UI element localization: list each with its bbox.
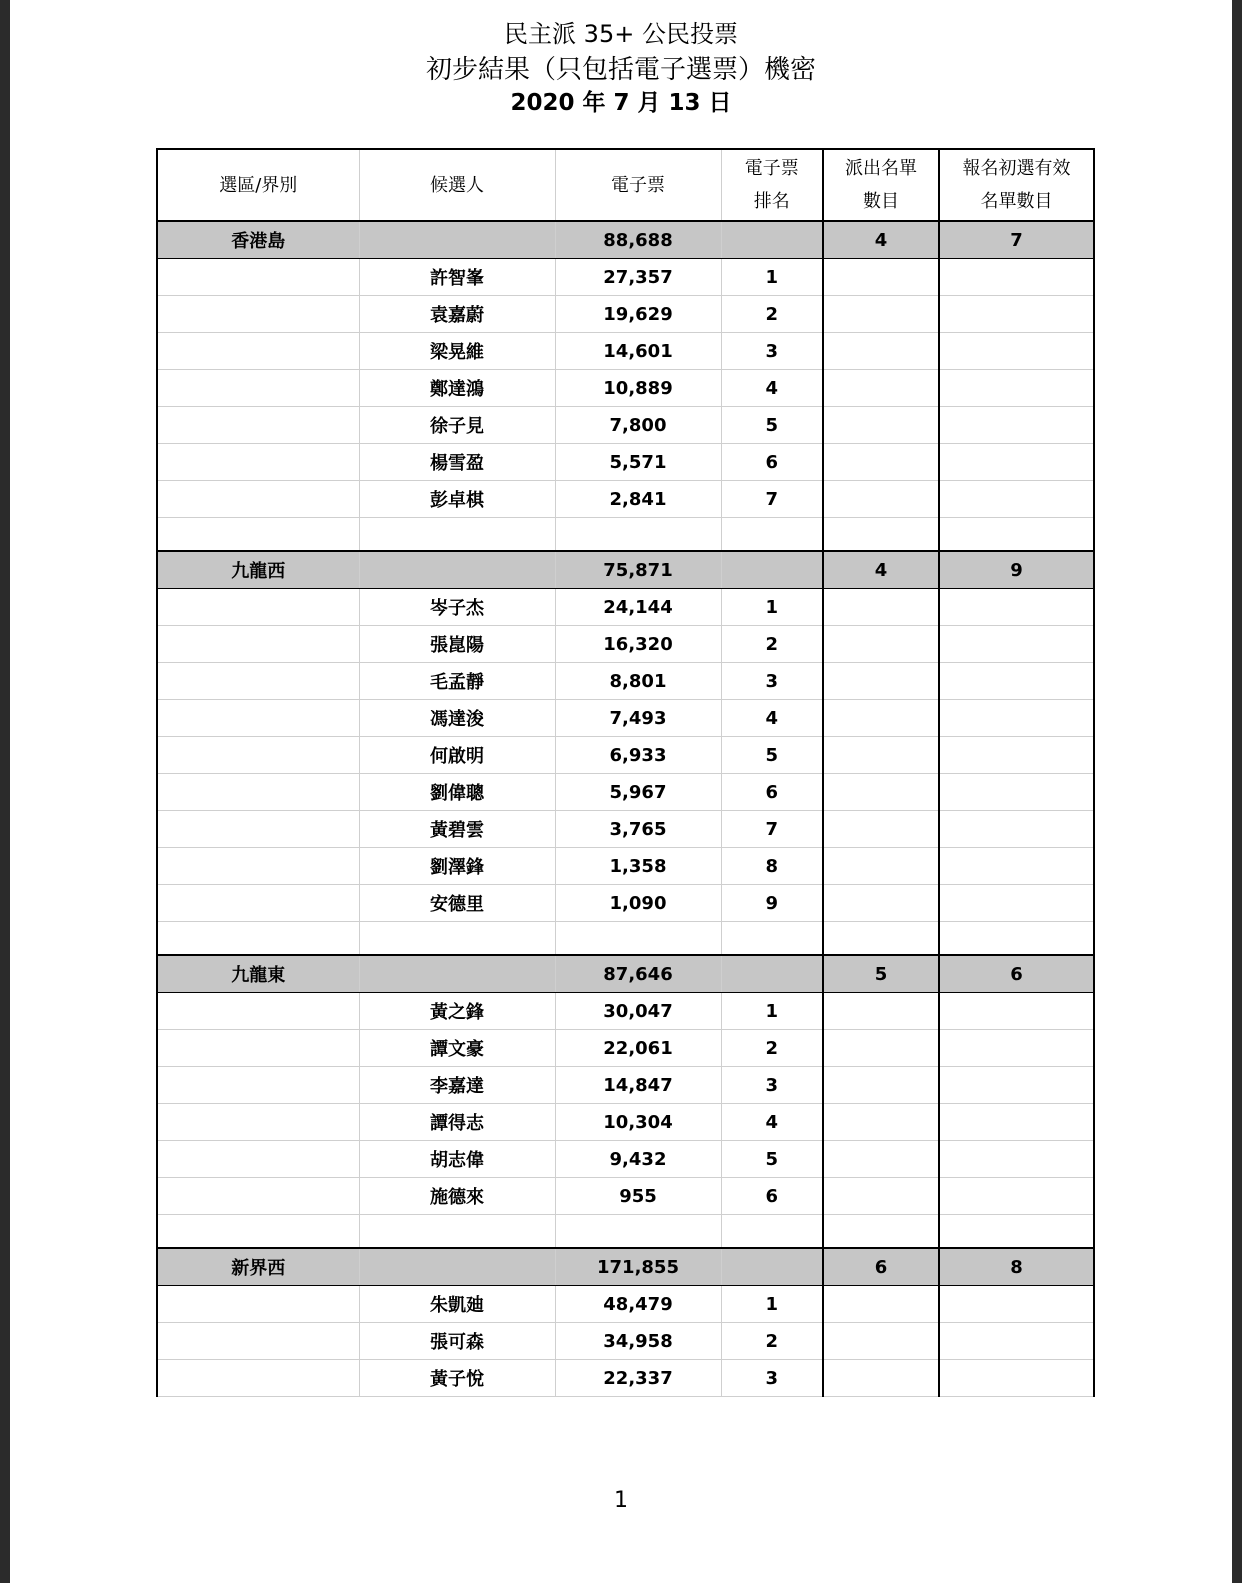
lists-cell	[823, 993, 939, 1030]
candidate-votes: 19,629	[555, 296, 721, 333]
spacer-cell	[359, 1215, 555, 1249]
candidate-name: 劉偉聰	[359, 774, 555, 811]
region-valid-count: 8	[939, 1248, 1094, 1286]
candidate-name: 安德里	[359, 885, 555, 922]
spacer-cell	[721, 1215, 823, 1249]
candidate-row	[157, 993, 1094, 1030]
candidate-name: 許智峯	[359, 259, 555, 296]
title-line-2: 初步結果（只包括電子選票）機密	[425, 55, 816, 85]
candidate-votes: 10,304	[555, 1104, 721, 1141]
spacer-cell	[555, 518, 721, 552]
valid-cell	[939, 1360, 1094, 1397]
header-lists-line2: 數目	[863, 191, 899, 212]
candidate-rank: 3	[721, 1067, 823, 1104]
candidate-votes: 16,320	[555, 626, 721, 663]
candidate-name: 楊雪盈	[359, 444, 555, 481]
district-cell	[157, 1030, 359, 1067]
valid-cell	[939, 1067, 1094, 1104]
candidate-votes: 7,800	[555, 407, 721, 444]
spacer-cell	[157, 1215, 359, 1249]
candidate-row	[157, 774, 1094, 811]
region-candidate-cell	[359, 955, 555, 993]
header-valid-line1: 報名初選有效	[962, 158, 1071, 179]
region-valid-count: 7	[939, 221, 1094, 259]
valid-cell	[939, 774, 1094, 811]
candidate-rank: 1	[721, 1286, 823, 1323]
valid-cell	[939, 848, 1094, 885]
document-page	[10, 0, 1232, 1583]
candidate-rank: 3	[721, 663, 823, 700]
candidate-row	[157, 444, 1094, 481]
district-cell	[157, 1286, 359, 1323]
district-cell	[157, 1141, 359, 1178]
candidate-name: 胡志偉	[359, 1141, 555, 1178]
candidate-name: 譚文豪	[359, 1030, 555, 1067]
page-number: 1	[614, 1488, 628, 1513]
candidate-votes: 8,801	[555, 663, 721, 700]
candidate-votes: 6,933	[555, 737, 721, 774]
valid-cell	[939, 700, 1094, 737]
candidate-rank: 5	[721, 407, 823, 444]
district-cell	[157, 481, 359, 518]
district-cell	[157, 1360, 359, 1397]
region-rank-cell	[721, 551, 823, 589]
candidate-name: 施德來	[359, 1178, 555, 1215]
candidate-votes: 27,357	[555, 259, 721, 296]
lists-cell	[823, 1104, 939, 1141]
lists-cell	[823, 1178, 939, 1215]
candidate-name: 彭卓棋	[359, 481, 555, 518]
header-candidate: 候選人	[359, 149, 555, 221]
candidate-votes: 3,765	[555, 811, 721, 848]
candidate-rank: 3	[721, 1360, 823, 1397]
candidate-rank: 5	[721, 737, 823, 774]
district-cell	[157, 333, 359, 370]
spacer-cell	[157, 518, 359, 552]
candidate-rank: 7	[721, 481, 823, 518]
spacer-cell	[157, 922, 359, 956]
district-cell	[157, 626, 359, 663]
valid-cell	[939, 1104, 1094, 1141]
candidate-votes: 24,144	[555, 589, 721, 626]
header-valid-line2: 名單數目	[980, 191, 1053, 212]
candidate-votes: 14,601	[555, 333, 721, 370]
candidate-name: 袁嘉蔚	[359, 296, 555, 333]
candidate-row	[157, 1286, 1094, 1323]
region-name: 新界西	[157, 1248, 359, 1286]
candidate-votes: 5,967	[555, 774, 721, 811]
lists-cell	[823, 296, 939, 333]
valid-cell	[939, 333, 1094, 370]
region-total-votes: 171,855	[555, 1248, 721, 1286]
region-rank-cell	[721, 221, 823, 259]
candidate-votes: 7,493	[555, 700, 721, 737]
lists-cell	[823, 885, 939, 922]
candidate-rank: 9	[721, 885, 823, 922]
title-line-3: 2020 年 7 月 13 日	[510, 90, 732, 116]
region-candidate-cell	[359, 221, 555, 259]
candidate-votes: 48,479	[555, 1286, 721, 1323]
spacer-cell	[721, 518, 823, 552]
header-evotes: 電子票	[555, 149, 721, 221]
results-table	[156, 148, 1095, 1397]
candidate-rank: 8	[721, 848, 823, 885]
spacer-cell	[823, 1215, 939, 1249]
candidate-rank: 5	[721, 1141, 823, 1178]
valid-cell	[939, 737, 1094, 774]
candidate-row	[157, 370, 1094, 407]
lists-cell	[823, 774, 939, 811]
region-row	[157, 221, 1094, 259]
spacer-cell	[939, 922, 1094, 956]
candidate-rank: 2	[721, 1030, 823, 1067]
valid-cell	[939, 1178, 1094, 1215]
table-body	[157, 221, 1094, 1397]
candidate-votes: 14,847	[555, 1067, 721, 1104]
district-cell	[157, 885, 359, 922]
candidate-name: 譚得志	[359, 1104, 555, 1141]
spacer-row	[157, 1215, 1094, 1249]
region-row	[157, 955, 1094, 993]
lists-cell	[823, 848, 939, 885]
candidate-rank: 2	[721, 296, 823, 333]
candidate-row	[157, 296, 1094, 333]
candidate-rank: 6	[721, 444, 823, 481]
candidate-name: 何啟明	[359, 737, 555, 774]
district-cell	[157, 848, 359, 885]
candidate-rank: 4	[721, 700, 823, 737]
district-cell	[157, 589, 359, 626]
lists-cell	[823, 1360, 939, 1397]
candidate-name: 毛孟靜	[359, 663, 555, 700]
header-rank-line1: 電子票	[744, 158, 799, 179]
candidate-name: 鄭達鴻	[359, 370, 555, 407]
lists-cell	[823, 1323, 939, 1360]
candidate-row	[157, 1178, 1094, 1215]
lists-cell	[823, 1141, 939, 1178]
region-name: 九龍西	[157, 551, 359, 589]
region-lists-count: 4	[823, 221, 939, 259]
candidate-name: 馮達浚	[359, 700, 555, 737]
candidate-name: 黃之鋒	[359, 993, 555, 1030]
candidate-rank: 6	[721, 774, 823, 811]
spacer-cell	[823, 922, 939, 956]
valid-cell	[939, 1286, 1094, 1323]
candidate-rank: 6	[721, 1178, 823, 1215]
lists-cell	[823, 1286, 939, 1323]
spacer-row	[157, 518, 1094, 552]
lists-cell	[823, 444, 939, 481]
candidate-row	[157, 885, 1094, 922]
header-row	[157, 149, 1094, 221]
candidate-name: 岑子杰	[359, 589, 555, 626]
header-lists-line1: 派出名單	[845, 158, 917, 179]
lists-cell	[823, 663, 939, 700]
candidate-row	[157, 1104, 1094, 1141]
header-lists	[823, 149, 939, 221]
header-rank-line2: 排名	[753, 191, 790, 212]
candidate-votes: 1,090	[555, 885, 721, 922]
region-candidate-cell	[359, 1248, 555, 1286]
candidate-row	[157, 737, 1094, 774]
candidate-name: 徐子見	[359, 407, 555, 444]
region-lists-count: 4	[823, 551, 939, 589]
valid-cell	[939, 1030, 1094, 1067]
candidate-row	[157, 1360, 1094, 1397]
region-valid-count: 6	[939, 955, 1094, 993]
candidate-votes: 1,358	[555, 848, 721, 885]
lists-cell	[823, 407, 939, 444]
district-cell	[157, 1104, 359, 1141]
valid-cell	[939, 1323, 1094, 1360]
candidate-name: 黃碧雲	[359, 811, 555, 848]
candidate-rank: 1	[721, 993, 823, 1030]
district-cell	[157, 1067, 359, 1104]
candidate-votes: 955	[555, 1178, 721, 1215]
region-total-votes: 88,688	[555, 221, 721, 259]
spacer-cell	[721, 922, 823, 956]
region-lists-count: 6	[823, 1248, 939, 1286]
valid-cell	[939, 444, 1094, 481]
region-name: 香港島	[157, 221, 359, 259]
region-rank-cell	[721, 1248, 823, 1286]
candidate-row	[157, 589, 1094, 626]
candidate-rank: 7	[721, 811, 823, 848]
spacer-cell	[823, 518, 939, 552]
region-rank-cell	[721, 955, 823, 993]
candidate-rank: 3	[721, 333, 823, 370]
candidate-votes: 9,432	[555, 1141, 721, 1178]
candidate-row	[157, 1030, 1094, 1067]
candidate-votes: 22,061	[555, 1030, 721, 1067]
candidate-row	[157, 811, 1094, 848]
spacer-cell	[939, 518, 1094, 552]
candidate-votes: 10,889	[555, 370, 721, 407]
candidate-votes: 34,958	[555, 1323, 721, 1360]
candidate-votes: 22,337	[555, 1360, 721, 1397]
candidate-row	[157, 1323, 1094, 1360]
lists-cell	[823, 259, 939, 296]
candidate-name: 黃子悅	[359, 1360, 555, 1397]
candidate-rank: 4	[721, 370, 823, 407]
valid-cell	[939, 811, 1094, 848]
candidate-row	[157, 333, 1094, 370]
candidate-name: 梁晃維	[359, 333, 555, 370]
lists-cell	[823, 370, 939, 407]
district-cell	[157, 444, 359, 481]
district-cell	[157, 296, 359, 333]
lists-cell	[823, 589, 939, 626]
valid-cell	[939, 626, 1094, 663]
valid-cell	[939, 296, 1094, 333]
lists-cell	[823, 1067, 939, 1104]
header-valid	[939, 149, 1094, 221]
district-cell	[157, 811, 359, 848]
candidate-rank: 4	[721, 1104, 823, 1141]
region-candidate-cell	[359, 551, 555, 589]
region-total-votes: 87,646	[555, 955, 721, 993]
valid-cell	[939, 259, 1094, 296]
district-cell	[157, 1323, 359, 1360]
lists-cell	[823, 700, 939, 737]
valid-cell	[939, 481, 1094, 518]
candidate-name: 張可森	[359, 1323, 555, 1360]
region-lists-count: 5	[823, 955, 939, 993]
candidate-name: 朱凱廸	[359, 1286, 555, 1323]
lists-cell	[823, 481, 939, 518]
candidate-name: 劉澤鋒	[359, 848, 555, 885]
lists-cell	[823, 1030, 939, 1067]
candidate-row	[157, 259, 1094, 296]
region-valid-count: 9	[939, 551, 1094, 589]
candidate-rank: 1	[721, 259, 823, 296]
region-total-votes: 75,871	[555, 551, 721, 589]
candidate-row	[157, 1067, 1094, 1104]
lists-cell	[823, 626, 939, 663]
candidate-votes: 5,571	[555, 444, 721, 481]
candidate-row	[157, 700, 1094, 737]
district-cell	[157, 700, 359, 737]
district-cell	[157, 774, 359, 811]
candidate-row	[157, 1141, 1094, 1178]
district-cell	[157, 370, 359, 407]
valid-cell	[939, 1141, 1094, 1178]
candidate-row	[157, 663, 1094, 700]
candidate-votes: 30,047	[555, 993, 721, 1030]
candidate-row	[157, 848, 1094, 885]
district-cell	[157, 737, 359, 774]
valid-cell	[939, 370, 1094, 407]
valid-cell	[939, 993, 1094, 1030]
candidate-row	[157, 407, 1094, 444]
candidate-rank: 2	[721, 626, 823, 663]
valid-cell	[939, 589, 1094, 626]
candidate-votes: 2,841	[555, 481, 721, 518]
valid-cell	[939, 885, 1094, 922]
spacer-cell	[359, 922, 555, 956]
candidate-name: 張崑陽	[359, 626, 555, 663]
candidate-rank: 2	[721, 1323, 823, 1360]
spacer-row	[157, 922, 1094, 956]
district-cell	[157, 993, 359, 1030]
header-district: 選區/界別	[157, 149, 359, 221]
valid-cell	[939, 663, 1094, 700]
spacer-cell	[359, 518, 555, 552]
spacer-cell	[555, 922, 721, 956]
candidate-row	[157, 626, 1094, 663]
district-cell	[157, 259, 359, 296]
spacer-cell	[555, 1215, 721, 1249]
region-row	[157, 551, 1094, 589]
candidate-rank: 1	[721, 589, 823, 626]
district-cell	[157, 407, 359, 444]
region-name: 九龍東	[157, 955, 359, 993]
district-cell	[157, 663, 359, 700]
lists-cell	[823, 811, 939, 848]
candidate-row	[157, 481, 1094, 518]
lists-cell	[823, 333, 939, 370]
header-rank	[721, 149, 823, 221]
lists-cell	[823, 737, 939, 774]
region-row	[157, 1248, 1094, 1286]
candidate-name: 李嘉達	[359, 1067, 555, 1104]
valid-cell	[939, 407, 1094, 444]
spacer-cell	[939, 1215, 1094, 1249]
district-cell	[157, 1178, 359, 1215]
title-line-1: 民主派 35+ 公民投票	[504, 20, 738, 48]
